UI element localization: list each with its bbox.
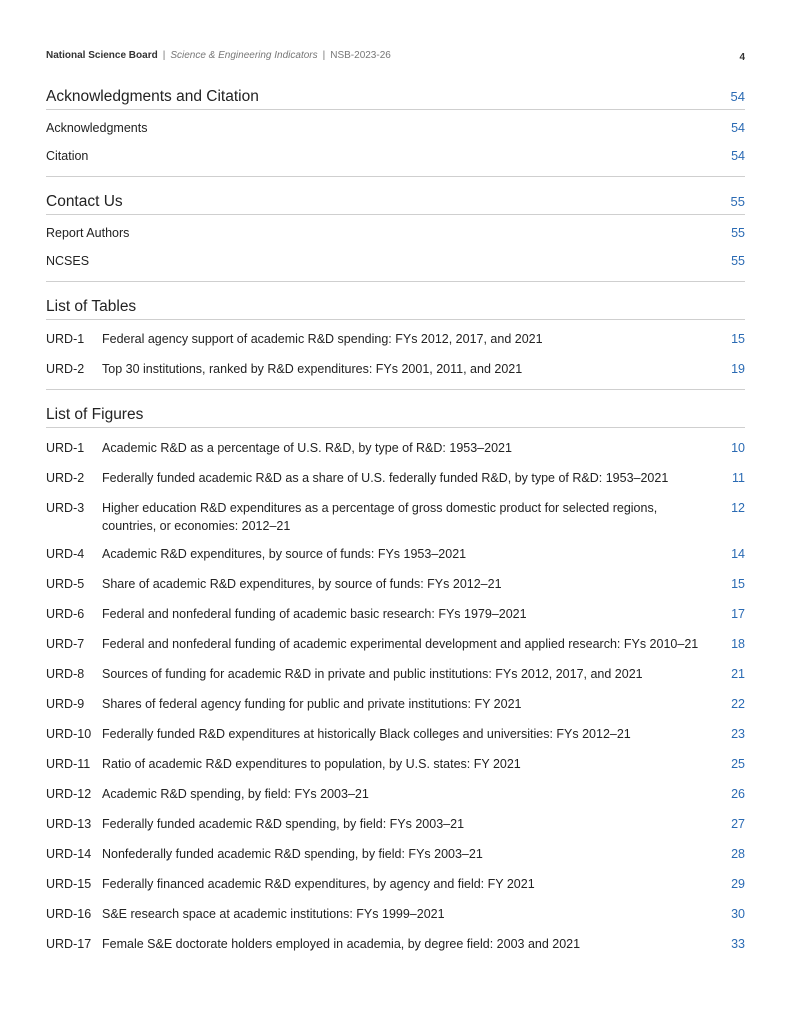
- item-id: URD-13: [46, 817, 92, 831]
- item-text: Share of academic R&D expenditures, by source of funds: FYs 2012–21: [102, 577, 502, 591]
- item-text: Federally funded R&D expenditures at historically Black colleges and universities: FYs 2012–21: [102, 727, 631, 741]
- item-text: Shares of federal agency funding for public and private institutions: FY 2021: [102, 697, 522, 711]
- item-page-link[interactable]: 10: [731, 441, 745, 455]
- item-text: S&E research space at academic institutions: FYs 1999–2021: [102, 907, 445, 921]
- toc-entry-page-link[interactable]: 55: [731, 226, 745, 240]
- item-page-link[interactable]: 25: [731, 757, 745, 771]
- header-page-number: 4: [739, 52, 745, 63]
- item-page-link[interactable]: 22: [731, 697, 745, 711]
- item-page-link[interactable]: 18: [731, 637, 745, 651]
- item-id: URD-2: [46, 471, 85, 485]
- header-separator: |: [162, 50, 166, 61]
- item-text: Federally funded academic R&D as a share of U.S. federally funded R&D, by type of R&D: 1953–2021: [102, 471, 669, 485]
- item-page-link[interactable]: 14: [731, 547, 745, 561]
- item-id: URD-11: [46, 757, 91, 771]
- item-page-link[interactable]: 15: [731, 577, 745, 591]
- item-page-link[interactable]: 19: [731, 362, 745, 376]
- item-id: URD-4: [46, 547, 85, 561]
- item-text: Academic R&D as a percentage of U.S. R&D, by type of R&D: 1953–2021: [102, 441, 512, 455]
- item-text: Federally funded academic R&D spending, by field: FYs 2003–21: [102, 817, 465, 831]
- header-publication: Science & Engineering Indicators: [170, 50, 318, 61]
- item-id: URD-12: [46, 787, 92, 801]
- item-id: URD-2: [46, 362, 85, 376]
- toc-entry-label: Report Authors: [46, 226, 130, 240]
- section-page-link[interactable]: 54: [730, 89, 745, 104]
- toc-entry-report-authors[interactable]: [46, 226, 745, 240]
- item-id: URD-14: [46, 847, 92, 861]
- toc-entry-page-link[interactable]: 55: [731, 254, 745, 268]
- item-page-link[interactable]: 29: [731, 877, 745, 891]
- toc-entry-label: Acknowledgments: [46, 121, 148, 135]
- section-title-figures: [46, 406, 745, 428]
- header-separator: |: [322, 50, 326, 61]
- section-page-link[interactable]: 55: [730, 194, 745, 209]
- item-page-link[interactable]: 28: [731, 847, 745, 861]
- item-text: Top 30 institutions, ranked by R&D expenditures: FYs 2001, 2011, and 2021: [102, 362, 523, 376]
- toc-entry-page-link[interactable]: 54: [731, 149, 745, 163]
- toc-entry-citation[interactable]: [46, 149, 745, 163]
- section-title-text: Acknowledgments and Citation: [46, 88, 259, 105]
- item-page-link[interactable]: 12: [731, 501, 745, 515]
- section-divider: [46, 281, 745, 282]
- item-id: URD-15: [46, 877, 92, 891]
- item-text: Academic R&D expenditures, by source of funds: FYs 1953–2021: [102, 547, 467, 561]
- item-id: URD-1: [46, 441, 85, 455]
- item-page-link[interactable]: 15: [731, 332, 745, 346]
- item-text: Female S&E doctorate holders employed in academia, by degree field: 2003 and 2021: [102, 937, 581, 951]
- running-header: [46, 50, 745, 64]
- item-text: Federal and nonfederal funding of academic basic research: FYs 1979–2021: [102, 607, 527, 621]
- item-page-link[interactable]: 26: [731, 787, 745, 801]
- item-text: Nonfederally funded academic R&D spending, by field: FYs 2003–21: [102, 847, 483, 861]
- toc-entry-ncses[interactable]: [46, 254, 745, 268]
- item-text: Federal agency support of academic R&D spending: FYs 2012, 2017, and 2021: [102, 332, 543, 346]
- section-title-text: Contact Us: [46, 193, 123, 210]
- section-title-text: List of Tables: [46, 298, 137, 315]
- section-title-contact[interactable]: [46, 193, 745, 215]
- section-divider: [46, 389, 745, 390]
- toc-entry-page-link[interactable]: 54: [731, 121, 745, 135]
- toc-entry-label: NCSES: [46, 254, 90, 268]
- item-id: URD-7: [46, 637, 85, 651]
- item-id: URD-8: [46, 667, 85, 681]
- item-id: URD-17: [46, 937, 92, 951]
- item-id: URD-1: [46, 332, 85, 346]
- item-page-link[interactable]: 11: [732, 471, 745, 485]
- item-page-link[interactable]: 21: [731, 667, 745, 681]
- item-id: URD-10: [46, 727, 92, 741]
- item-text: Higher education R&D expenditures as a percentage of gross domestic product for selected regions, countries, or economies: 2012–21: [102, 501, 658, 533]
- item-id: URD-5: [46, 577, 85, 591]
- item-id: URD-16: [46, 907, 92, 921]
- toc-entry-label: Citation: [46, 149, 89, 163]
- toc-entry-acknowledgments[interactable]: [46, 121, 745, 135]
- item-text: Federally financed academic R&D expenditures, by agency and field: FY 2021: [102, 877, 535, 891]
- item-id: URD-3: [46, 501, 85, 515]
- header-report-code: NSB-2023-26: [330, 50, 391, 61]
- header-board: National Science Board: [46, 50, 158, 61]
- item-id: URD-9: [46, 697, 85, 711]
- item-text: Academic R&D spending, by field: FYs 2003–21: [102, 787, 369, 801]
- item-text: Sources of funding for academic R&D in private and public institutions: FYs 2012, 2017, and 2021: [102, 667, 643, 681]
- item-id: URD-6: [46, 607, 85, 621]
- item-text: Ratio of academic R&D expenditures to population, by U.S. states: FY 2021: [102, 757, 521, 771]
- section-title-tables: [46, 298, 745, 320]
- item-page-link[interactable]: 23: [731, 727, 745, 741]
- section-title-text: List of Figures: [46, 406, 144, 423]
- item-page-link[interactable]: 17: [731, 607, 745, 621]
- item-text: Federal and nonfederal funding of academic experimental development and applied research: FYs 2010–21: [102, 637, 699, 651]
- section-divider: [46, 176, 745, 177]
- section-title-acknowledgments[interactable]: [46, 88, 745, 110]
- item-page-link[interactable]: 33: [731, 937, 745, 951]
- item-page-link[interactable]: 27: [731, 817, 745, 831]
- item-page-link[interactable]: 30: [731, 907, 745, 921]
